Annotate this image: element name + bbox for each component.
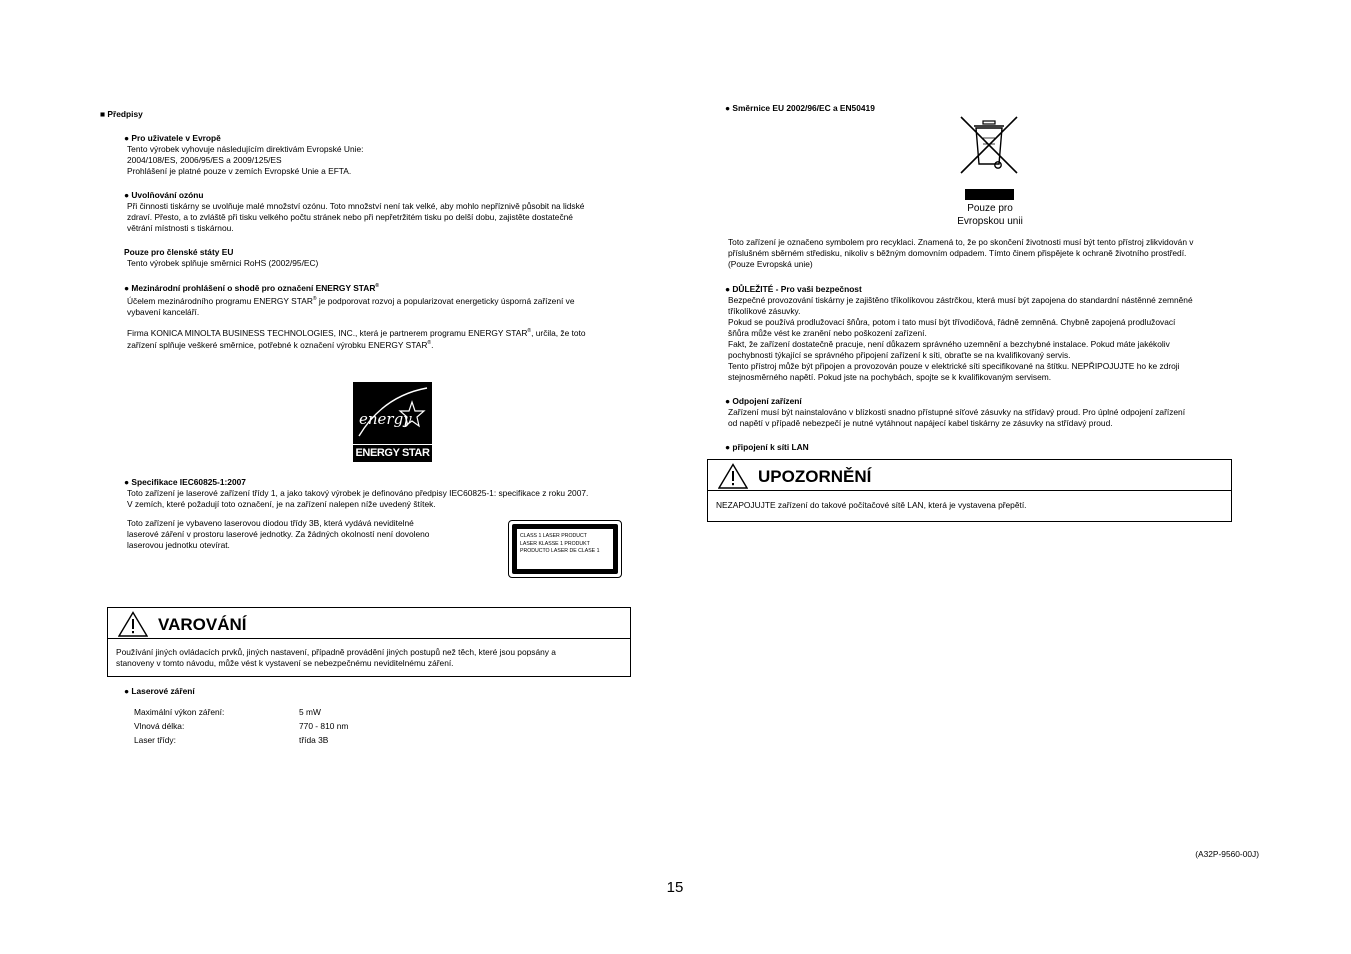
energy-p2c: zařízení splňuje veškeré směrnice, potřebné k označení výrobku ENERGY STAR (127, 340, 428, 351)
laser-label-line: CLASS 1 LASER PRODUCT (520, 533, 587, 539)
table-row (134, 719, 348, 733)
section-title: ■ Předpisy (100, 109, 143, 119)
energy-p2a: Firma KONICA MINOLTA BUSINESS TECHNOLOGIES, INC., která je partnerem programu ENERGY STAR (127, 327, 528, 338)
table-row (134, 705, 348, 719)
laser-value-cell: 5 mW (299, 707, 321, 717)
laser-label-cell: Vlnová délka: (134, 721, 185, 731)
weee-bar (965, 189, 1014, 200)
eu-members-heading: Pouze pro členské státy EU (124, 247, 234, 257)
diode-line: laserové záření v prostoru laserové jednotky. Za žádných okolností není dovoleno (127, 529, 430, 539)
ozone-line: zdraví. Přesto, a to zvláště při tisku velkého počtu stránek nebo při nepřetržitém tisku po delší dobu, zajistěte dostatečné (127, 212, 573, 222)
laser-label-line: PRODUCTO LASER DE CLASE 1 (520, 548, 600, 554)
caution-box (707, 459, 1232, 522)
reg-mark: ® (375, 283, 380, 289)
logo-text: ENERGY STAR (355, 447, 430, 459)
weee-heading: ● Směrnice EU 2002/96/EC a EN50419 (725, 103, 875, 113)
table-row (134, 733, 348, 747)
iec-heading: ● Specifikace IEC60825-1:2007 (124, 477, 246, 487)
ozone-line: větrání místnosti s tiskárnou. (127, 223, 234, 233)
warning-line: stanoveny v tomto návodu, může vést k vystavení se nebezpečnému neviditelnému záření. (116, 658, 454, 668)
weee-line: příslušném sběrném středisku, nikoliv s běžným domovním odpadem. Tímto činem přispějete k ochraně životního prostředí. (728, 248, 1187, 258)
disconnect-line: Zařízení musí být nainstalováno v blízkosti snadno přístupné síťové zásuvky na střídavý proud. Pro úplné odpojení zařízení (728, 407, 1186, 417)
weee-line: Toto zařízení je označeno symbolem pro recyklaci. Znamená to, že po skončení životnosti musí být tento přístroj zlikvidován v (728, 237, 1194, 247)
laser-label-line: LASER KLASSE 1 PRODUKT (520, 540, 590, 547)
reg-mark: ® (527, 327, 532, 334)
weee-caption-1: Pouze pro (967, 203, 1013, 214)
caution-text: NEZAPOJUJTE zařízení do takové počítačové sítě LAN, která je vystavena přepětí. (716, 500, 1027, 510)
energy-p2b: , určila, že toto (531, 327, 586, 338)
caution-title: UPOZORNĚNÍ (758, 467, 872, 486)
warning-icon (118, 611, 148, 637)
safety-line: Fakt, že zařízení dostatečně pracuje, není důkazem správného uzemnění a bezchybné instalace. Pokud máte jakékoliv (728, 339, 1170, 349)
energy-p1c: vybavení kanceláří. (127, 306, 200, 317)
diode-line: Toto zařízení je vybaveno laserovou diodou třídy 3B, která vydává neviditelné (127, 518, 414, 528)
laser-heading: ● Laserové záření (124, 686, 195, 696)
disconnect-line: od napětí v případě nebezpečí je nutné vytáhnout napájecí kabel tiskárny ze zásuvky na střídavý proud. (728, 418, 1113, 428)
safety-heading: ● DŮLEŽITÉ - Pro vaši bezpečnost (725, 284, 862, 294)
laser-table (134, 705, 348, 747)
lan-heading: ● připojení k síti LAN (725, 442, 809, 452)
europe-heading: ● Pro uživatele v Evropě (124, 133, 221, 143)
diode-line: laserovou jednotku otevírat. (127, 540, 230, 550)
ozone-heading: ● Uvolňování ozónu (124, 190, 204, 200)
weee-caption-2: Evropskou unii (957, 216, 1023, 227)
energy-heading: ● Mezinárodní prohlášení o shodě pro označení ENERGY STAR (124, 282, 376, 293)
crossed-bin-icon (958, 114, 1020, 176)
disconnect-section (725, 396, 1185, 429)
laser-label-cell: Maximální výkon záření: (134, 707, 225, 717)
laser-section (124, 686, 348, 747)
safety-line: pochybnosti týkající se správného připojení zařízení k síti, obraťte se na kvalifikovaný servis. (728, 350, 1071, 360)
weee-text (728, 237, 1194, 270)
energy-star-logo (353, 382, 432, 462)
weee-caption (940, 202, 1040, 228)
safety-line: Pokud se používá prodlužovací šňůra, potom i tato musí být třívodičová, řádně zemněná. Chybně zapojená prodlužovací (728, 317, 1176, 327)
doc-code: (A32P-9560-00J) (1195, 849, 1259, 859)
reg-mark: ® (312, 295, 317, 302)
reg-mark: ® (427, 340, 432, 347)
warning-title: VAROVÁNÍ (158, 615, 247, 634)
energy-p2d: . (431, 340, 434, 351)
energy-p1a: Účelem mezinárodního programu ENERGY STAR (127, 295, 313, 306)
logo-script: energy (359, 410, 412, 428)
safety-line: tříkolíkové zásuvky. (728, 306, 801, 316)
eu-members-line: Tento výrobek splňuje směrnici RoHS (2002/95/EC) (127, 258, 319, 268)
europe-line: Tento výrobek vyhovuje následujícím direktivám Evropské Unie: (127, 144, 364, 154)
laser-label-cell: Laser třídy: (134, 735, 176, 745)
page-number: 15 (666, 879, 684, 896)
weee-line: (Pouze Evropská unie) (728, 259, 813, 269)
europe-line: 2004/108/ES, 2006/95/ES a 2009/125/ES (127, 155, 282, 165)
iec-line: V zemích, které požadují toto označení, je na zařízení nalepen níže uvedený štítek. (127, 499, 436, 509)
laser-value-cell: 770 - 810 nm (299, 721, 349, 731)
energy-star-graphic (353, 382, 432, 444)
energy-section (124, 281, 664, 351)
ozone-section (124, 190, 584, 234)
europe-section (124, 133, 363, 177)
europe-line: Prohlášení je platné pouze v zemích Evropské Unie a EFTA. (127, 166, 352, 176)
safety-line: Bezpečné provozování tiskárny je zajištěno tříkolíkovou zástrčkou, která musí být zapojena do standardní nástěnné zemněné (728, 295, 1193, 305)
safety-line: Tento přístroj může být připojen a provozován pouze v elektrické síti specifikované na štítku. NEPŘIPOJUJTE ho ke zdroji (728, 361, 1180, 371)
laser-value-cell: třída 3B (299, 735, 329, 745)
eu-members-section (124, 247, 318, 269)
warning-line: Používání jiných ovládacích prvků, jiných nastavení, případně provádění jiných postupů než těch, které jsou popsány a (116, 647, 556, 657)
warning-icon (718, 463, 748, 489)
ozone-line: Při činnosti tiskárny se uvolňuje malé množství ozónu. Toto množství není tak velké, aby mohlo nepříznivě působit na lidské (127, 201, 585, 211)
safety-section (725, 284, 1193, 383)
safety-line: šňůra může vést ke zranění nebo poškození zařízení. (728, 328, 927, 338)
disconnect-heading: ● Odpojení zařízení (725, 396, 802, 406)
iec-line: Toto zařízení je laserové zařízení třídy 1, a jako takový výrobek je definováno předpisy IEC60825-1: specifikace z roku 2007. (127, 488, 589, 498)
laser-label (508, 520, 622, 578)
safety-line: stejnosměrného napětí. Pokud jste na pochybách, spojte se k kvalifikovaným servisem. (728, 372, 1052, 382)
warning-box (107, 607, 631, 677)
energy-p1b: je podporovat rozvoj a popularizovat energeticky úsporná zařízení ve (316, 295, 575, 306)
